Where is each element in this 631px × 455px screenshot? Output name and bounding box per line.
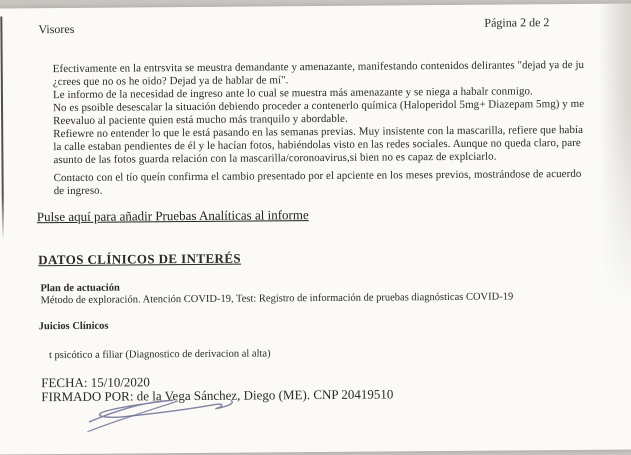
text-line: de ingreso. [53, 184, 103, 198]
text-line: Contacto con el tío queín confirma el cambio presentado por el apciente en los meses previos, mostrándose de acuerdo [53, 167, 582, 185]
date-line: FECHA: 15/10/2020 [41, 374, 150, 391]
action-plan-label: Plan de actuación [40, 282, 120, 295]
text-line: ¿crees que no os he oido? Dejad ya de hablar de mí". [52, 74, 289, 89]
signature-loop-stroke [89, 400, 232, 422]
text-line: Efectivamente en la entrsvita se meustra demandante y amenazante, manifestando contenidos delirantes "dejad ya de ju [52, 58, 585, 76]
report-paragraph-2 [54, 168, 582, 198]
clinical-data-section-title: DATOS CLÍNICOS DE INTERÉS [38, 250, 242, 268]
text-line: Reevaluo al paciente quien está mucho más tranquilo y abordable. [53, 112, 348, 128]
page-indicator: Página 2 de 2 [484, 15, 550, 30]
handwritten-signature [73, 393, 245, 432]
text-line: No es psoible desescalar la situación debiendo proceder a contenerlo química (Haloperidol 5mg+ Diazepam 5mg) y me [52, 97, 585, 115]
text-line: Refiewre no entender lo que le está pasando en las semanas previas. Muy insistente con la mascarilla, refiere que había [53, 123, 584, 141]
clinical-judgements-text: t psicótico a filiar (Diagnostico de derivacion al alta) [48, 348, 271, 362]
report-paragraph-1 [53, 59, 585, 167]
page-left-edge-line [0, 16, 4, 240]
add-analytical-tests-link[interactable]: Pulse aquí para añadir Pruebas Analíticas al informe [36, 207, 309, 225]
viewer-title: Visores [38, 21, 75, 37]
page-edge-shadow [598, 3, 631, 303]
clinical-judgements-label: Juicios Clínicos [38, 320, 109, 333]
text-line: asunto de las fotos guarda relación con la mascarilla/coronoavirus,si bien no es capaz de explciarlo. [53, 150, 497, 167]
scanned-report-page [0, 3, 631, 454]
text-line: la calle estaban pendientes de él y le hacían fotos, habiéndolas visto en las redes sociales. Aunque no queda claro, pare [53, 136, 581, 154]
signed-by-line: FIRMADO POR: de la Vega Sánchez, Diego (ME). CNP 20419510 [41, 386, 394, 405]
text-line: Le informo de la necesidad de ingreso ante lo cual se muestra más amenazante y se niega a habalr conmigo. [52, 85, 533, 102]
action-plan-text: Método de exploración. Atención COVID-19, Test: Registro de información de pruebas diagnósticas COVID-19 [40, 291, 514, 307]
